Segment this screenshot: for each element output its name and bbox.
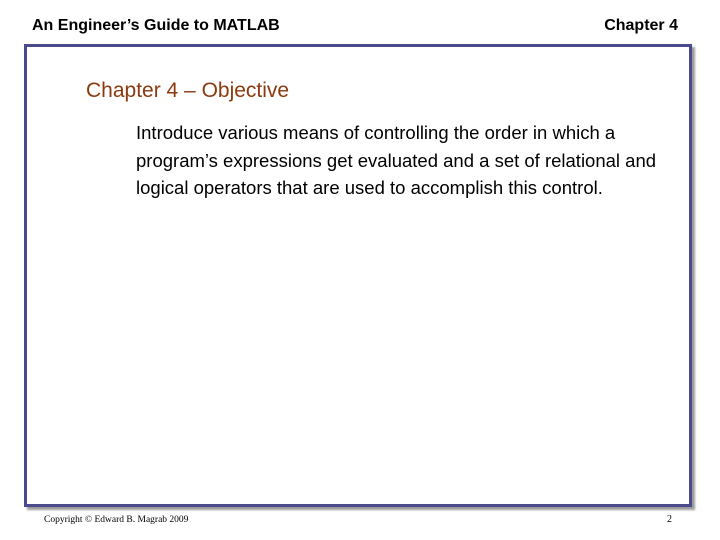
- copyright-notice: Copyright © Edward B. Magrab 2009: [44, 515, 189, 525]
- slide-frame: [24, 44, 692, 507]
- page-number: 2: [667, 514, 672, 525]
- chapter-label: Chapter 4: [604, 17, 678, 34]
- slide-body-text: Introduce various means of controlling the order in which a program’s expressions get evaluated and a set of relational and logical operators that are used to accomplish this control.: [136, 122, 657, 198]
- book-title: An Engineer’s Guide to MATLAB: [32, 17, 280, 34]
- slide-title: Chapter 4 – Objective: [86, 79, 290, 102]
